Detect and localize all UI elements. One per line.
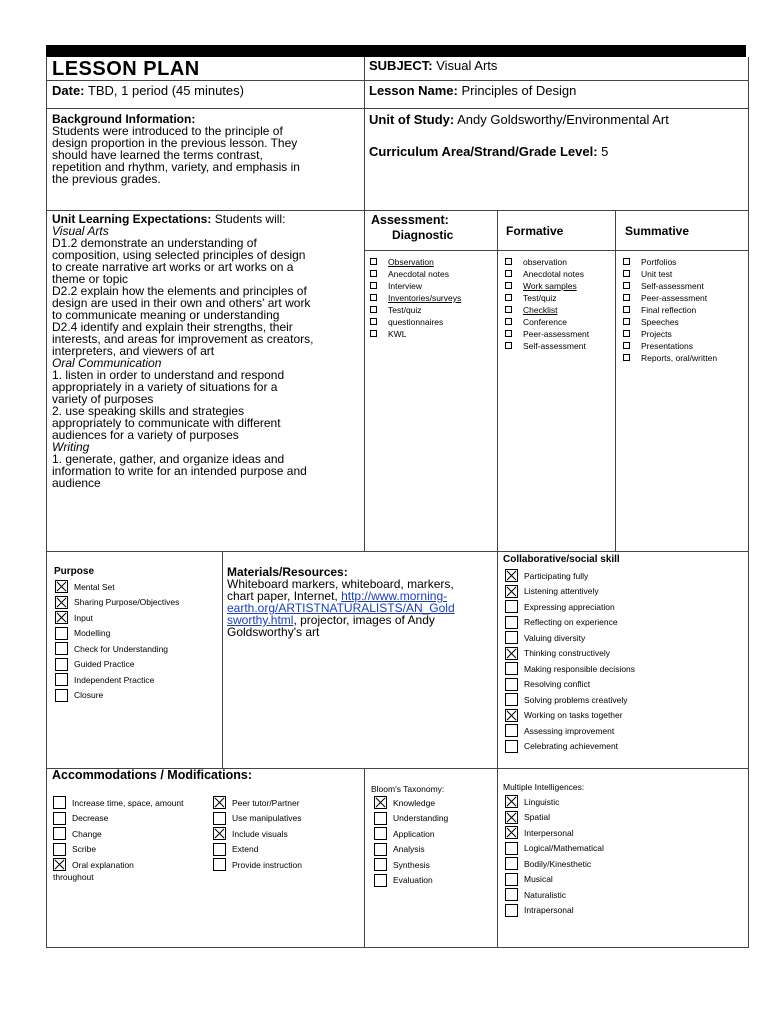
curriculum-area: Curriculum Area/Strand/Grade Level: 5 — [369, 144, 609, 159]
checkbox-icon[interactable] — [53, 812, 66, 825]
accommodation-option[interactable] — [53, 842, 184, 858]
intelligence-option-label: Logical/Mathematical — [524, 843, 604, 854]
accommodations-left — [53, 795, 184, 873]
purpose-option-label: Check for Understanding — [74, 643, 169, 654]
collab-option-label: Celebrating achievement — [524, 741, 619, 752]
collab-option[interactable] — [505, 584, 635, 600]
background-line: should have learned the terms contrast, — [52, 148, 263, 162]
assessment-option[interactable]: Final reflection — [621, 304, 717, 316]
checkbox-icon[interactable] — [55, 658, 68, 671]
purpose-option[interactable] — [55, 672, 179, 688]
blooms-option[interactable] — [374, 811, 448, 827]
collab-option-label: Valuing diversity — [524, 632, 586, 643]
checked-box-icon[interactable] — [55, 580, 68, 593]
divider-assess-1 — [497, 210, 498, 551]
blooms-option[interactable] — [374, 826, 448, 842]
checkbox-icon[interactable] — [53, 796, 66, 809]
purpose-option-label: Modelling — [74, 628, 111, 639]
unit-expectations: Unit Learning Expectations: Students will: Visual Arts D1.2 demonstrate an understanding of composition, using selected principles of design to create narrative art works or art works on a theme or topic D2.2 explain how the elements and principles of design are used in their own and others' art work to communicate meaning or understanding D2.4 identify and explain their strengths, their interests, and areas for improvement as creators, interpreters, and viewers of art Oral Communication 1. listen in order to understand and respond appropriately in a variety of situations for a variety of purposes 2. use speaking skills and strategies appropriately to communicate with different audiences for a variety of purposes Writing 1. generate, gather, and organize ideas and information to write for an intended purpose and audience — [52, 213, 360, 489]
intelligence-option[interactable] — [505, 872, 604, 888]
assessment-option[interactable]: Conference — [503, 316, 589, 328]
intelligence-option-label: Musical — [524, 874, 553, 885]
expectation-line: audience — [52, 476, 101, 490]
accommodations-tail: throughout — [53, 872, 94, 882]
accommodation-option-label: Extend — [232, 844, 259, 855]
accommodation-option-label: Peer tutor/Partner — [232, 797, 300, 808]
accommodation-option[interactable] — [213, 795, 302, 811]
intelligence-option[interactable] — [505, 841, 604, 857]
collab-label: Collaborative/social skill — [503, 554, 620, 565]
checkbox-icon[interactable] — [505, 631, 518, 644]
intelligence-option-label: Naturalistic — [524, 889, 567, 900]
morning-earth-link-cont[interactable]: earth.org/ARTISTNATURALISTS/AN_Gold — [227, 601, 455, 615]
purpose-option-label: Mental Set — [74, 581, 115, 592]
collab-option-label: Solving problems creatively — [524, 694, 628, 705]
intelligence-option-label: Interpersonal — [524, 827, 574, 838]
checkbox-icon[interactable] — [505, 842, 518, 855]
materials: Materials/Resources: Whiteboard markers, whiteboard, markers, chart paper, Internet, http://www.morning- earth.org/ARTISTNATURALISTS/AN_Gold sworthy.html, projector, images of Andy Goldsworthy's art — [227, 565, 455, 639]
checked-box-icon[interactable] — [505, 569, 518, 582]
assessment-option[interactable]: Inventories/surveys — [368, 292, 461, 304]
assessment-option[interactable]: Presentations — [621, 340, 717, 352]
expectation-line: to create narrative art works or art works on a — [52, 260, 294, 274]
collab-option-label: Resolving conflict — [524, 679, 591, 690]
blooms-option-label: Synthesis — [393, 859, 430, 870]
accommodation-option[interactable] — [53, 826, 184, 842]
date: Date: TBD, 1 period (45 minutes) — [52, 83, 244, 98]
blooms-option-label: Understanding — [393, 813, 449, 824]
purpose-option[interactable] — [55, 657, 179, 673]
accommodation-option-label: Decrease — [72, 813, 109, 824]
checked-box-icon[interactable] — [213, 796, 226, 809]
row-line-3 — [46, 210, 749, 211]
collab-option[interactable] — [505, 615, 635, 631]
collab-option[interactable] — [505, 677, 635, 693]
border-bottom — [46, 947, 749, 948]
checkbox-icon[interactable] — [505, 873, 518, 886]
intelligence-option-label: Spatial — [524, 812, 550, 823]
checked-box-icon[interactable] — [505, 811, 518, 824]
expectation-line: 1. generate, gather, and organize ideas and — [52, 452, 285, 466]
expectation-line: appropriately to communicate with different — [52, 416, 281, 430]
border-right — [748, 57, 749, 948]
assessment-option[interactable]: Anecdotal notes — [368, 268, 461, 280]
divider-assess-2 — [615, 210, 616, 551]
blooms-option[interactable] — [374, 857, 448, 873]
blooms-option-label: Evaluation — [393, 875, 433, 886]
collab-option[interactable] — [505, 630, 635, 646]
checkbox-icon[interactable] — [374, 858, 387, 871]
checkbox-icon[interactable] — [53, 843, 66, 856]
expectation-line: 1. listen in order to understand and respond — [52, 368, 285, 382]
checked-box-icon[interactable] — [505, 647, 518, 660]
background-line: Students were introduced to the principle of — [52, 124, 283, 138]
accommodation-option-label: Provide instruction — [232, 859, 302, 870]
assessment-option[interactable]: Observation — [368, 256, 461, 268]
collab-option[interactable] — [505, 739, 635, 755]
collab-option-label: Participating fully — [524, 570, 589, 581]
intelligence-option[interactable] — [505, 887, 604, 903]
assessment-option[interactable]: Projects — [621, 328, 717, 340]
intelligence-option[interactable] — [505, 856, 604, 872]
assessment-option[interactable]: Test/quiz — [503, 292, 589, 304]
purpose-option[interactable] — [55, 579, 179, 595]
formative-list — [503, 256, 589, 352]
collab-option-label: Thinking constructively — [524, 648, 610, 659]
accommodation-option-label: Scribe — [72, 844, 97, 855]
blooms-option-label: Analysis — [393, 844, 425, 855]
checked-box-icon[interactable] — [505, 585, 518, 598]
blooms-option-label: Knowledge — [393, 797, 436, 808]
background-line: the previous grades. — [52, 172, 161, 186]
diagnostic-list — [368, 256, 461, 340]
collab-option[interactable] — [505, 599, 635, 615]
checkbox-icon[interactable] — [55, 642, 68, 655]
collab-option[interactable] — [505, 708, 635, 724]
accommodation-option-label: Oral explanation — [72, 859, 134, 870]
purpose-option[interactable] — [55, 595, 179, 611]
accommodation-option-label: Change — [72, 828, 102, 839]
background-line: repetition and rhythm, variety, and emphasis in — [52, 160, 300, 174]
intelligence-option[interactable] — [505, 825, 604, 841]
assessment-option[interactable]: Anecdotal notes — [503, 268, 589, 280]
assessment-option[interactable]: Work samples — [503, 280, 589, 292]
border-left — [46, 57, 47, 948]
checkbox-icon[interactable] — [505, 904, 518, 917]
accommodation-option[interactable] — [53, 811, 184, 827]
checkbox-icon[interactable] — [505, 693, 518, 706]
morning-earth-link[interactable]: http://www.morning- — [341, 589, 448, 603]
collab-list — [505, 568, 635, 754]
row-line-2 — [46, 108, 749, 109]
checkbox-icon[interactable] — [213, 843, 226, 856]
purpose-option-label: Sharing Purpose/Objectives — [74, 597, 180, 608]
checkbox-icon[interactable] — [505, 662, 518, 675]
accommodations-right — [213, 795, 302, 873]
purpose-option[interactable] — [55, 641, 179, 657]
intelligence-option-label: Bodily/Kinesthetic — [524, 858, 592, 869]
formative-label: Formative — [506, 224, 564, 238]
expectation-line: 2. use speaking skills and strategies — [52, 404, 245, 418]
checked-box-icon[interactable] — [505, 826, 518, 839]
accommodation-option[interactable] — [213, 842, 302, 858]
purpose-option-label: Guided Practice — [74, 659, 135, 670]
checkbox-icon[interactable] — [505, 857, 518, 870]
expectation-heading: Oral Communication — [52, 356, 162, 370]
collab-option-label: Working on tasks together — [524, 710, 623, 721]
assessment-option[interactable]: Test/quiz — [368, 304, 461, 316]
expectation-line: interpreters, and viewers of art — [52, 344, 215, 358]
checked-box-icon[interactable] — [55, 596, 68, 609]
checkbox-icon[interactable] — [53, 827, 66, 840]
expectation-line: composition, using selected principles of design — [52, 248, 306, 262]
diagnostic-label: Diagnostic — [392, 228, 454, 242]
checkbox-icon[interactable] — [505, 740, 518, 753]
expectation-line: information to write for an intended purpose and — [52, 464, 307, 478]
assessment-option[interactable]: Self-assessment — [621, 280, 717, 292]
expectation-line: variety of purposes — [52, 392, 154, 406]
unit-of-study: Unit of Study: Andy Goldsworthy/Environmental Art — [369, 112, 669, 127]
accommodations-label: Accommodations / Modifications: — [52, 768, 253, 782]
row-line-assess — [364, 250, 749, 251]
summative-list — [621, 256, 717, 364]
checked-box-icon[interactable] — [505, 795, 518, 808]
checkbox-icon[interactable] — [55, 689, 68, 702]
row-line-4 — [46, 551, 749, 552]
blooms-label: Bloom's Taxonomy: — [371, 784, 445, 794]
page-title: LESSON PLAN — [52, 58, 200, 80]
collab-option-label: Making responsible decisions — [524, 663, 636, 674]
purpose-option-label: Closure — [74, 690, 104, 701]
header-bar — [46, 45, 746, 57]
intelligence-option[interactable] — [505, 810, 604, 826]
collab-option-label: Assessing improvement — [524, 725, 615, 736]
intelligence-option-label: Intrapersonal — [524, 905, 574, 916]
expectation-line: D1.2 demonstrate an understanding of — [52, 236, 257, 250]
collab-option[interactable] — [505, 692, 635, 708]
summative-label: Summative — [625, 224, 690, 238]
lesson-name: Lesson Name: Principles of Design — [369, 83, 577, 98]
checkbox-icon[interactable] — [374, 812, 387, 825]
assessment-option[interactable]: Peer-assessment — [503, 328, 589, 340]
checkbox-icon[interactable] — [374, 874, 387, 887]
divider-purpose — [222, 551, 223, 769]
checked-box-icon[interactable] — [55, 611, 68, 624]
intelligence-option[interactable] — [505, 794, 604, 810]
purpose-label: Purpose — [54, 566, 95, 577]
purpose-list — [55, 579, 179, 703]
checkbox-icon[interactable] — [374, 827, 387, 840]
checkbox-icon[interactable] — [505, 724, 518, 737]
assessment-option[interactable]: Unit test — [621, 268, 717, 280]
checked-box-icon[interactable] — [505, 709, 518, 722]
assessment-option[interactable]: Checklist — [503, 304, 589, 316]
expectation-line: theme or topic — [52, 272, 129, 286]
assessment-option[interactable]: Interview — [368, 280, 461, 292]
assessment-option[interactable]: Speeches — [621, 316, 717, 328]
blooms-option[interactable] — [374, 795, 448, 811]
checkbox-icon[interactable] — [505, 678, 518, 691]
purpose-option-label: Independent Practice — [74, 674, 155, 685]
assessment-option[interactable]: observation — [503, 256, 589, 268]
checked-box-icon[interactable] — [53, 858, 66, 871]
background-line: design proportion in the previous lesson. They — [52, 136, 298, 150]
expectation-heading: Writing — [52, 440, 90, 454]
blooms-option[interactable] — [374, 842, 448, 858]
checkbox-icon[interactable] — [213, 858, 226, 871]
checkbox-icon[interactable] — [505, 888, 518, 901]
checkbox-icon[interactable] — [213, 812, 226, 825]
intelligence-option-label: Linguistic — [524, 796, 560, 807]
accommodation-option[interactable] — [213, 826, 302, 842]
expectation-line: design are used in their own and others' art work — [52, 296, 311, 310]
accommodation-option-label: Use manipulatives — [232, 813, 302, 824]
assessment-option[interactable]: Self-assessment — [503, 340, 589, 352]
intelligences-list — [505, 794, 604, 918]
checkbox-icon[interactable] — [55, 627, 68, 640]
assessment-option[interactable]: Portfolios — [621, 256, 717, 268]
intelligences-label: Multiple Intelligences: — [503, 782, 585, 792]
accommodation-option[interactable] — [53, 795, 184, 811]
collab-option[interactable] — [505, 646, 635, 662]
accommodation-option-label: Increase time, space, amount — [72, 797, 184, 808]
assessment-label: Assessment: — [371, 213, 449, 227]
background-info: Background Information: Students were introduced to the principle of design proportion in the previous lesson. They should have learned the terms contrast, repetition and rhythm, variety, and emphasis in the previous grades. — [52, 113, 360, 185]
expectation-line: D2.2 explain how the elements and principles of — [52, 284, 307, 298]
purpose-option-label: Input — [74, 612, 93, 623]
divider-mid — [364, 57, 365, 551]
purpose-option[interactable] — [55, 610, 179, 626]
assessment-option[interactable]: Peer-assessment — [621, 292, 717, 304]
intelligence-option[interactable] — [505, 903, 604, 919]
blooms-option-label: Application — [393, 828, 435, 839]
collab-option-label: Reflecting on experience — [524, 617, 618, 628]
assessment-option[interactable]: questionnaires — [368, 316, 461, 328]
checked-box-icon[interactable] — [374, 796, 387, 809]
collab-option-label: Listening attentively — [524, 586, 599, 597]
accommodation-option-label: Include visuals — [232, 828, 288, 839]
divider-collab — [497, 551, 498, 948]
morning-earth-link-end[interactable]: sworthy.html — [227, 613, 294, 627]
purpose-option[interactable] — [55, 626, 179, 642]
accommodation-option[interactable] — [213, 857, 302, 873]
checkbox-icon[interactable] — [55, 673, 68, 686]
checkbox-icon[interactable] — [505, 600, 518, 613]
expectation-line: D2.4 identify and explain their strengths, their — [52, 320, 293, 334]
expectation-line: to communicate meaning or understanding — [52, 308, 280, 322]
divider-blooms — [364, 768, 365, 948]
collab-option[interactable] — [505, 568, 635, 584]
collab-option[interactable] — [505, 723, 635, 739]
expectation-line: audiences for a variety of purposes — [52, 428, 239, 442]
blooms-list — [374, 795, 448, 888]
collab-option[interactable] — [505, 661, 635, 677]
expectation-heading: Visual Arts — [52, 224, 109, 238]
checkbox-icon[interactable] — [505, 616, 518, 629]
blooms-option[interactable] — [374, 873, 448, 889]
accommodation-option[interactable] — [213, 811, 302, 827]
expectation-line: interests, and areas for improvement as creators, — [52, 332, 314, 346]
checkbox-icon[interactable] — [374, 843, 387, 856]
purpose-option[interactable] — [55, 688, 179, 704]
subject: SUBJECT: Visual Arts — [369, 58, 498, 73]
assessment-option[interactable]: KWL — [368, 328, 461, 340]
expectation-line: appropriately in a variety of situations for a — [52, 380, 278, 394]
assessment-option[interactable]: Reports, oral/written — [621, 352, 717, 364]
checked-box-icon[interactable] — [213, 827, 226, 840]
collab-option-label: Expressing appreciation — [524, 601, 615, 612]
